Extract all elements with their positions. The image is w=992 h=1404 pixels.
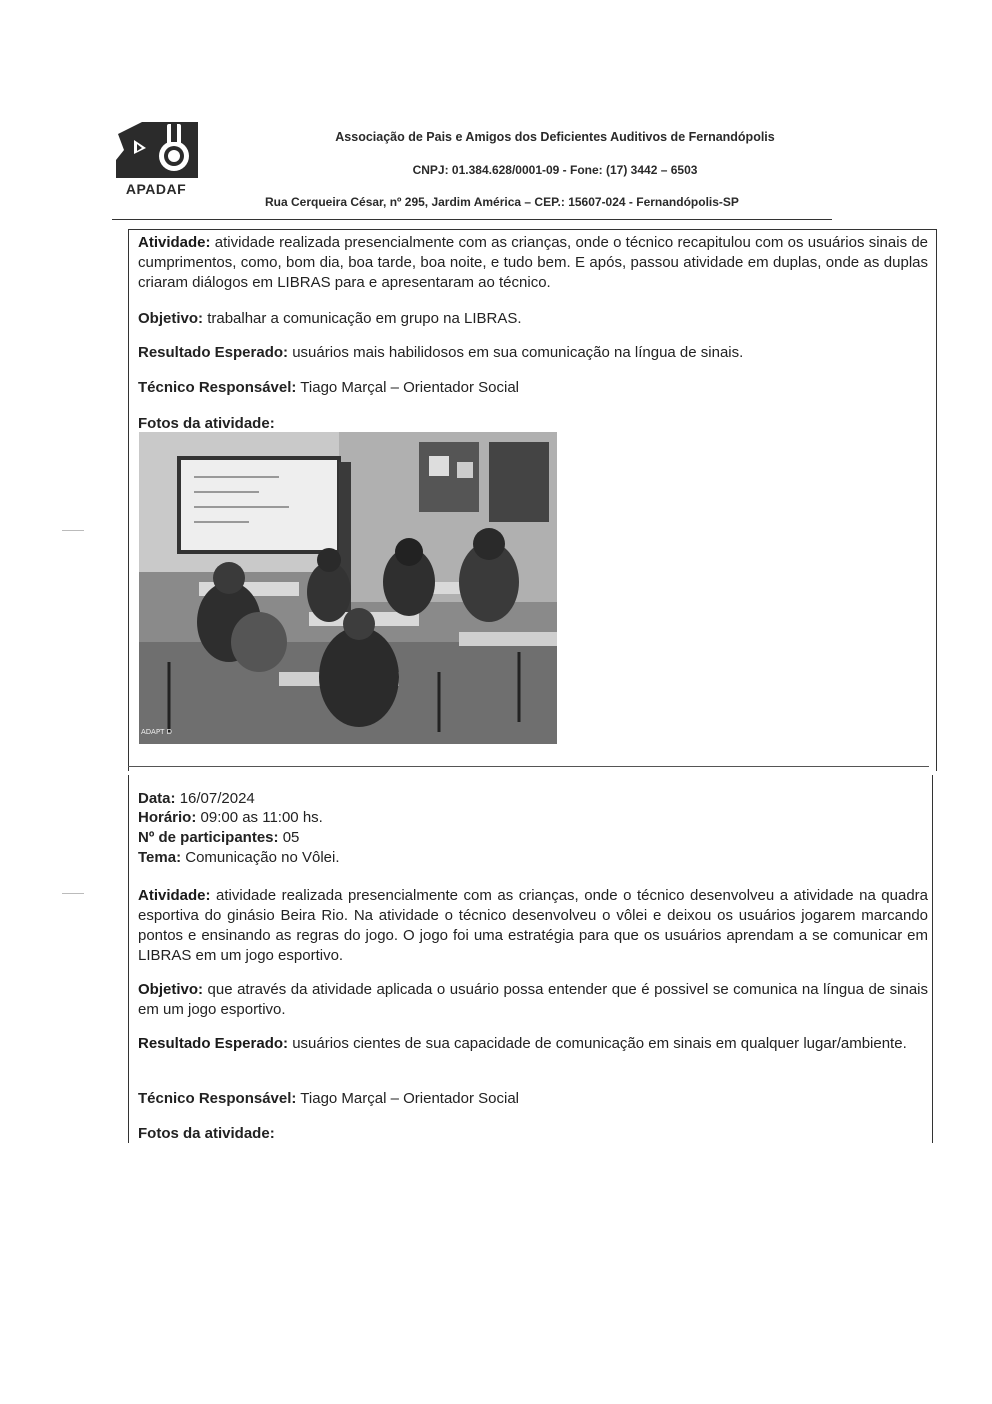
- tecnico-text: Tiago Marçal – Orientador Social: [300, 379, 520, 396]
- atividade-label-2: Atividade:: [138, 887, 211, 904]
- resultado-line-1: [138, 343, 743, 363]
- photo-watermark: ADAPT D: [141, 728, 172, 736]
- atividade-text-2: atividade realizada presencialmente com as crianças, onde o técnico desenvolveu a atividade na quadra esportiva do ginásio Beira Rio. Na atividade o técnico desenvolveu o vôlei e deixou os usuários jogarem marcando pontos e ensinando as regras do jogo. O jogo foi uma estratégia para que os usuários aprendam a se comunicar em LIBRAS em um jogo esportivo.: [138, 887, 928, 964]
- frame-left-border-2: [128, 775, 129, 1143]
- address-line: Rua Cerqueira César, nº 295, Jardim América – CEP.: 15607-024 - Fernandópolis-SP: [265, 195, 739, 209]
- tecnico-label: Técnico Responsável:: [138, 379, 297, 396]
- tecnico-line-2: [138, 1089, 519, 1109]
- resultado-text: usuários mais habilidosos em sua comunicação na língua de sinais.: [292, 344, 744, 361]
- cnpj-line: CNPJ: 01.384.628/0001-09 - Fone: (17) 3442 – 6503: [412, 163, 698, 177]
- logo-text: APADAF: [125, 181, 187, 197]
- tema-value: Comunicação no Vôlei.: [185, 849, 340, 866]
- objetivo-text-2: que através da atividade aplicada o usuário possa entender que é possivel se comunica na língua de sinais em um jogo esportivo.: [138, 981, 928, 1018]
- atividade-label: Atividade:: [138, 234, 211, 251]
- org-name: Associação de Pais e Amigos dos Deficientes Auditivos de Fernandópolis: [335, 130, 775, 144]
- participantes-value: 05: [282, 829, 300, 846]
- header-divider: [112, 219, 832, 220]
- objetivo-paragraph-2: [138, 980, 928, 1020]
- frame-left-border: [128, 229, 129, 771]
- objetivo-text: trabalhar a comunicação em grupo na LIBRAS.: [207, 310, 522, 327]
- scan-mark: [62, 530, 84, 531]
- objetivo-label-2: Objetivo:: [138, 981, 204, 998]
- tecnico-text-2: Tiago Marçal – Orientador Social: [300, 1090, 520, 1107]
- atividade-paragraph-2: [138, 886, 928, 966]
- frame-right-border: [936, 229, 937, 771]
- data-line: [138, 789, 255, 809]
- horario-line: [138, 808, 323, 828]
- participantes-label: Nº de participantes:: [138, 829, 279, 846]
- resultado-label-2: Resultado Esperado:: [138, 1035, 289, 1052]
- horario-value: 09:00 as 11:00 hs.: [200, 809, 323, 826]
- resultado-text-2: usuários cientes de sua capacidade de comunicação em sinais em qualquer lugar/ambiente.: [292, 1035, 907, 1052]
- resultado-label: Resultado Esperado:: [138, 344, 289, 361]
- horario-label: Horário:: [138, 809, 197, 826]
- tema-label: Tema:: [138, 849, 182, 866]
- objetivo-label: Objetivo:: [138, 310, 204, 327]
- scan-mark: [62, 893, 84, 894]
- data-value: 16/07/2024: [179, 790, 255, 807]
- frame-right-border-2: [932, 775, 933, 1143]
- resultado-paragraph-2: [138, 1034, 928, 1054]
- tecnico-line-1: [138, 378, 519, 398]
- participantes-line: [138, 828, 299, 848]
- atividade-paragraph-1: [138, 233, 928, 293]
- fotos-label-2: Fotos da atividade:: [138, 1125, 275, 1142]
- atividade-text: atividade realizada presencialmente com as crianças, onde o técnico recapitulou com os usuários sinais de cumprimentos, como, bom dia, boa tarde, boa noite, e tudo bem. E após, passou atividade em duplas, onde as duplas criaram diálogos em LIBRAS para e apresentaram ao técnico.: [138, 234, 929, 291]
- frame-top-border: [128, 229, 937, 230]
- tecnico-label-2: Técnico Responsável:: [138, 1090, 297, 1107]
- objetivo-line-1: [138, 309, 522, 329]
- fotos-label-1: Fotos da atividade:: [138, 415, 275, 432]
- data-label: Data:: [138, 790, 176, 807]
- tema-line: [138, 848, 340, 868]
- classroom-photo: [139, 432, 557, 744]
- entry-separator: [128, 766, 929, 767]
